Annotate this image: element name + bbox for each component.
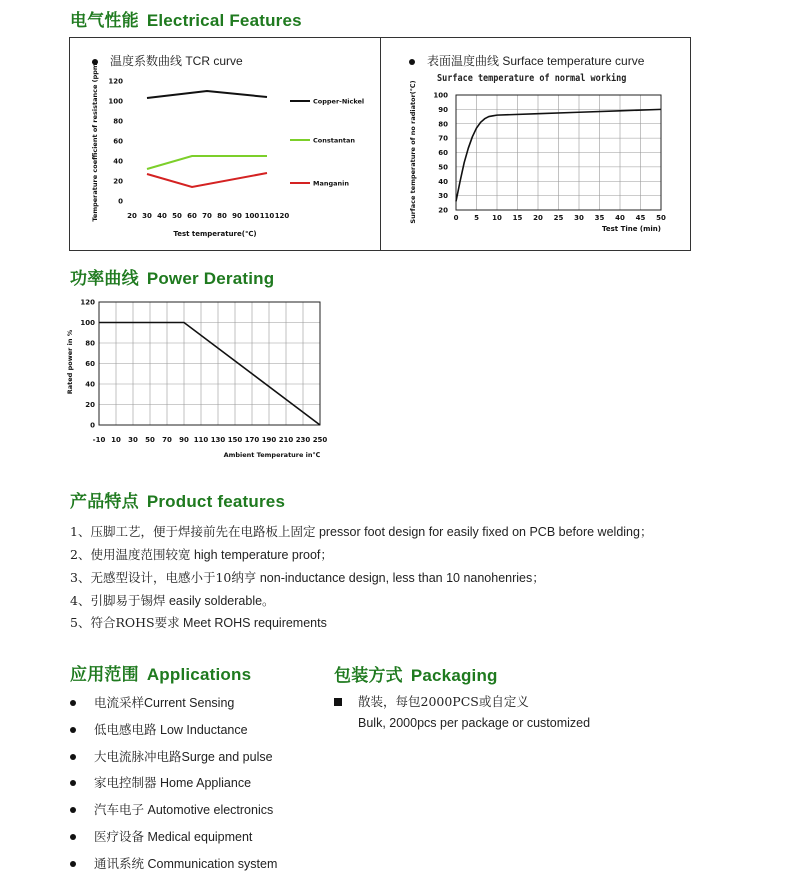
x-tick-label: 50: [145, 436, 155, 444]
x-tick-label: 90: [232, 212, 242, 220]
y-tick-label: 80: [113, 117, 123, 126]
heading-zh: 产品特点: [70, 492, 139, 512]
x-tick-label: 40: [615, 214, 625, 222]
x-tick-label: 30: [128, 436, 138, 444]
surface-caption-text: 表面温度曲线 Surface temperature curve: [427, 54, 645, 68]
y-tick-label: 20: [85, 401, 95, 409]
heading-zh: 包装方式: [334, 666, 403, 686]
x-tick-label: 50: [656, 214, 666, 222]
tcr-chart-panel: [69, 37, 381, 251]
heading-zh: 功率曲线: [70, 269, 139, 289]
application-item: [70, 854, 277, 872]
heading-zh: 电气性能: [70, 11, 139, 31]
feature-en: pressor foot design for easily fixed on PCB before welding；: [315, 525, 653, 539]
application-en: Automotive electronics: [144, 803, 274, 817]
y-tick-label: 90: [438, 105, 448, 114]
application-item: [70, 827, 252, 845]
x-tick-label: 80: [217, 212, 227, 220]
x-tick-label: 30: [574, 214, 584, 222]
feature-en: easily solderable。: [165, 594, 275, 608]
x-axis-label: Test Tine (min): [602, 225, 661, 233]
bullet-icon: [70, 861, 76, 867]
heading-en: Electrical Features: [146, 11, 302, 30]
feature-en: high temperature proof；: [190, 548, 333, 562]
feature-en: non-inductance design, less than 10 nanohenries；: [256, 571, 545, 585]
product-features-heading: [70, 487, 285, 512]
application-item: [70, 720, 248, 738]
y-tick-label: 80: [438, 120, 448, 129]
packaging-line-zh: [334, 692, 529, 710]
application-zh: 汽车电子: [94, 802, 145, 817]
packaging-heading: [334, 661, 498, 686]
y-axis-label: Surface temperature of no radiator(℃): [409, 80, 417, 224]
bullet-icon: [70, 834, 76, 840]
feature-item: [70, 591, 275, 609]
x-tick-label: 250: [312, 436, 328, 444]
surface-temp-chart: [381, 38, 690, 250]
y-tick-label: 30: [438, 192, 448, 201]
derating-curve: [99, 323, 320, 426]
packaging-line-en: Bulk, 2000pcs per package or customized: [358, 716, 591, 730]
y-tick-label: 100: [108, 97, 123, 106]
applications-heading: [70, 660, 251, 685]
application-zh: 家电控制器: [94, 775, 157, 790]
x-tick-label: 90: [179, 436, 189, 444]
x-tick-label: 70: [202, 212, 212, 220]
power-derating-chart: [62, 292, 342, 467]
surface-temp-chart-panel: [380, 37, 691, 251]
x-tick-label: 20: [127, 212, 137, 220]
application-item: [70, 693, 234, 711]
x-tick-label: 40: [157, 212, 167, 220]
y-tick-label: 20: [438, 206, 448, 215]
y-tick-label: 40: [85, 380, 95, 389]
y-tick-label: 20: [113, 177, 123, 186]
feature-item: [70, 545, 333, 563]
y-tick-label: 120: [80, 298, 95, 307]
y-tick-label: 60: [438, 149, 448, 157]
x-tick-label: 45: [635, 214, 646, 222]
feature-zh: 4、引脚易于锡焊: [70, 593, 166, 608]
application-en: Medical equipment: [144, 830, 253, 844]
y-tick-label: 100: [433, 91, 448, 100]
application-item: [70, 773, 251, 791]
application-item: [70, 800, 273, 818]
y-tick-label: 40: [113, 157, 123, 166]
legend-label: Copper-Nickel: [313, 97, 365, 106]
surface-subcaption: Surface temperature of normal working: [437, 73, 627, 84]
heading-zh: 应用范围: [70, 665, 139, 685]
x-tick-label: 25: [553, 214, 564, 222]
series-line-copper-nickel: [147, 91, 267, 98]
x-tick-label: -10: [92, 436, 106, 444]
x-tick-label: 100: [244, 212, 260, 220]
y-axis-label: Temperature coefficient of resistance (ppm): [91, 60, 99, 222]
x-tick-label: 50: [172, 212, 182, 220]
tcr-caption-text: 温度系数曲线 TCR curve: [110, 54, 243, 68]
application-en: Current Sensing: [144, 696, 235, 710]
x-tick-label: 110: [259, 212, 275, 220]
bullet-icon: [70, 727, 76, 733]
x-tick-label: 190: [261, 436, 277, 444]
y-axis-label: Rated power in %: [66, 329, 74, 395]
bullet-icon: [70, 700, 76, 706]
x-tick-label: 20: [533, 214, 543, 222]
x-axis-label: Ambient Temperature in℃: [223, 451, 321, 459]
y-tick-label: 0: [90, 421, 95, 430]
tcr-chart: [70, 38, 380, 250]
y-tick-label: 120: [108, 77, 123, 86]
bullet-icon: [70, 754, 76, 760]
x-tick-label: 60: [187, 212, 197, 220]
heading-en: Product features: [146, 492, 286, 511]
y-tick-label: 0: [118, 197, 123, 206]
x-axis-label: Test temperature(℃): [173, 230, 257, 238]
x-tick-label: 70: [162, 436, 172, 444]
application-item: [70, 747, 273, 765]
series-line-constantan: [147, 156, 267, 169]
application-en: Communication system: [144, 857, 278, 871]
feature-item: [70, 568, 545, 586]
heading-en: Power Derating: [146, 269, 275, 288]
legend-label: Constantan: [313, 136, 355, 145]
heading-en: Applications: [146, 665, 252, 684]
y-tick-label: 70: [438, 134, 448, 143]
x-tick-label: 30: [142, 212, 152, 220]
x-tick-label: 5: [474, 214, 479, 222]
bullet-icon: [70, 780, 76, 786]
feature-en: Meet ROHS requirements: [179, 616, 327, 630]
x-tick-label: 210: [278, 436, 294, 444]
application-en: Home Appliance: [156, 776, 252, 790]
application-en: Surge and pulse: [181, 750, 273, 764]
application-zh: 低电感电路: [94, 722, 157, 737]
x-tick-label: 230: [295, 436, 311, 444]
x-tick-label: 110: [193, 436, 209, 444]
electrical-features-heading: [70, 6, 302, 31]
x-tick-label: 130: [210, 436, 226, 444]
feature-zh: 5、符合ROHS要求: [70, 615, 180, 630]
x-tick-label: 0: [453, 214, 459, 222]
feature-zh: 2、使用温度范围较宽: [70, 547, 191, 562]
heading-en: Packaging: [410, 666, 498, 685]
application-en: Low Inductance: [156, 723, 248, 737]
y-tick-label: 60: [85, 360, 95, 368]
y-tick-label: 80: [85, 339, 95, 348]
feature-zh: 3、无感型设计，电感小于10纳亨: [70, 570, 257, 585]
x-tick-label: 35: [594, 214, 605, 222]
series-line-manganin: [147, 173, 267, 187]
x-tick-label: 120: [274, 212, 290, 220]
power-derating-heading: [70, 264, 274, 289]
feature-item: [70, 522, 652, 540]
y-tick-label: 40: [438, 177, 448, 186]
y-tick-label: 50: [438, 163, 448, 172]
application-zh: 医疗设备: [94, 829, 145, 844]
x-tick-label: 10: [492, 214, 502, 222]
legend-label: Manganin: [313, 179, 350, 188]
square-bullet-icon: [334, 698, 342, 706]
y-tick-label: 60: [113, 137, 123, 146]
x-tick-label: 150: [227, 436, 243, 444]
x-tick-label: 15: [512, 214, 523, 222]
x-tick-label: 10: [111, 436, 121, 444]
bullet-icon: [70, 807, 76, 813]
feature-zh: 1、压脚工艺，便于焊接前先在电路板上固定: [70, 524, 316, 539]
feature-item: [70, 613, 327, 631]
application-zh: 大电流脉冲电路: [94, 749, 182, 764]
application-zh: 电流采样: [94, 695, 145, 710]
x-tick-label: 170: [244, 436, 260, 444]
packaging-zh: 散装，每包2000PCS或自定义: [358, 694, 529, 709]
application-zh: 通讯系统: [94, 856, 145, 871]
y-tick-label: 100: [80, 319, 95, 327]
